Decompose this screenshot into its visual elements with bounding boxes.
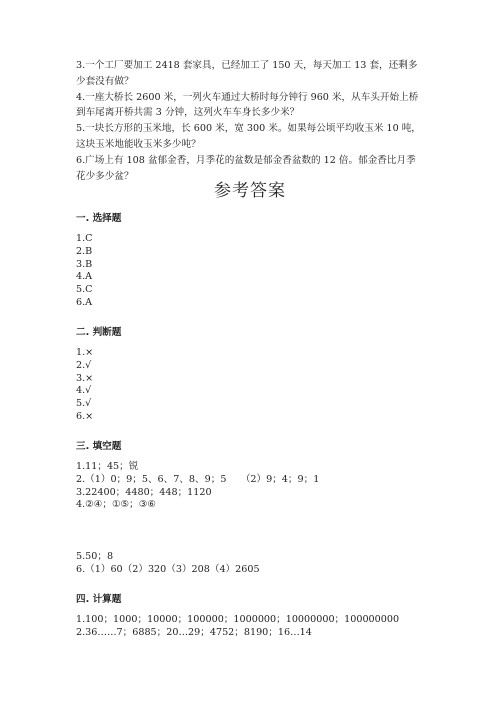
section-title-fill: 三. 填空题 [76, 441, 122, 452]
choice-answers [76, 233, 93, 310]
section-title-choice: 一. 选择题 [76, 213, 122, 224]
list-item: 4.√ [76, 385, 92, 397]
list-item: 5.C [76, 284, 93, 296]
list-item: 5.50；8 [76, 551, 114, 562]
list-item: 3.× [76, 372, 94, 384]
list-item: 4.②④；①⑤；③⑥ [76, 499, 156, 511]
problem-4-line-2: 到车尾离开桥共需 3 分钟，这列火车车身长多少米？ [76, 107, 300, 119]
list-item: 3.22400；4480；448；1120 [76, 486, 212, 498]
problem-5-line-1: 5.一块长方形的玉米地，长 600 米，宽 300 米。如果每公顷平均收玉米 10 吨， [76, 123, 421, 135]
problem-4-line-1: 4.一座大桥长 2600 米，一列火车通过大桥时每分钟行 960 米，从车头开始上桥 [76, 91, 419, 103]
list-item: 4.A [76, 271, 93, 283]
fill-answers-part-a [76, 461, 319, 512]
judge-answers [76, 347, 93, 424]
problem-3-line-2: 少套没有做？ [76, 75, 134, 87]
problem-6-line-1: 6.广场上有 108 盆郁金香，月季花的盆数是郁金香盆数的 12 倍。郁金香比月季 [76, 154, 416, 166]
list-item: 1.C [76, 233, 93, 244]
list-item: 2.（1）0；9；5、6、7、8、9；5 （2）9；4；9；1 [76, 473, 320, 485]
list-item: 1.100；1000；10000；100000；1000000；10000000；100000000 [76, 614, 400, 625]
problem-6-line-2: 花少多少盆？ [76, 170, 134, 182]
word-problems [76, 58, 428, 184]
list-item: 6.（1）60（2）320（3）208（4）2605 [76, 563, 260, 575]
section-title-calc: 四. 计算题 [76, 594, 122, 605]
list-item: 6.× [76, 410, 94, 422]
problem-5-line-2: 这块玉米地能收玉米多少吨？ [76, 138, 201, 150]
list-item: 2.B [76, 245, 93, 257]
list-item: 2.√ [76, 359, 92, 371]
list-item: 3.B [76, 258, 93, 270]
problem-3-line-1: 3.一个工厂要加工 2418 套家具，已经加工了 150 天，每天加工 13 套，还剩多 [76, 60, 418, 71]
list-item: 1.× [76, 347, 94, 358]
section-title-judge: 二. 判断题 [76, 327, 122, 338]
answer-title: 参考答案 [214, 181, 286, 201]
list-item: 5.√ [76, 398, 92, 410]
list-item: 2.36……7；6885；20…29；4752；8190；16…14 [76, 626, 312, 638]
list-item: 6.A [76, 296, 93, 308]
fill-answers-part-b [76, 551, 260, 577]
list-item: 1.11；45；锐 [76, 461, 139, 472]
calc-answers [76, 614, 399, 640]
